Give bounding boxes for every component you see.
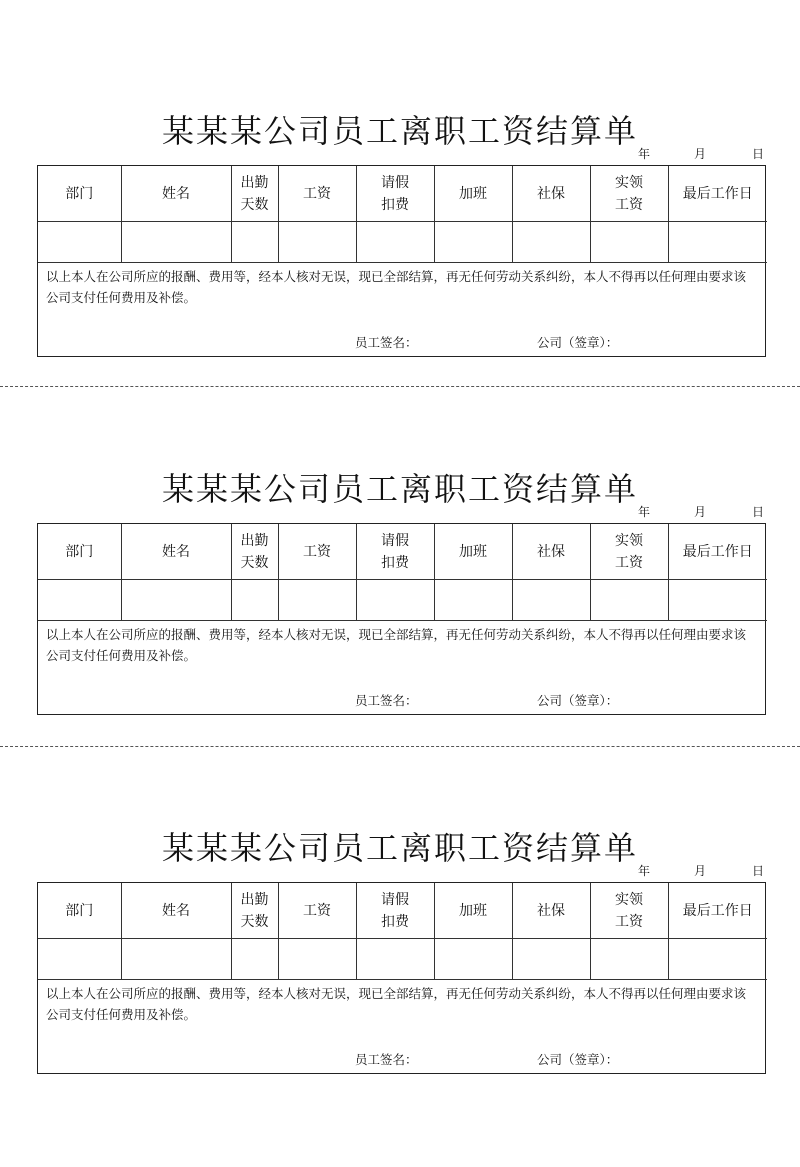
statement-text: 以上本人在公司所应的报酬、费用等，经本人核对无误，现已全部结算，再无任何劳动关系纠纷，本人不得再以任何理由要求该公司支付任何费用及补偿。 xyxy=(46,986,747,1022)
statement-area xyxy=(38,980,765,1075)
day-label: 日 xyxy=(752,864,765,878)
column-header: 社保 xyxy=(512,524,590,580)
company-signature-label[interactable]: 公司（签章）： xyxy=(537,693,619,708)
column-header: 请假 扣费 xyxy=(356,166,434,222)
statement-area xyxy=(38,621,765,716)
day-label: 日 xyxy=(752,505,765,519)
entry-cell-net-salary[interactable] xyxy=(590,939,668,980)
entry-cell-overtime[interactable] xyxy=(434,939,512,980)
entry-cell-leave-deduction[interactable] xyxy=(356,222,434,263)
entry-row xyxy=(38,580,767,621)
entry-cell-name[interactable] xyxy=(121,222,231,263)
settlement-form xyxy=(0,448,800,808)
entry-cell-social-insurance[interactable] xyxy=(512,939,590,980)
statement-text: 以上本人在公司所应的报酬、费用等，经本人核对无误，现已全部结算，再无任何劳动关系纠纷，本人不得再以任何理由要求该公司支付任何费用及补偿。 xyxy=(46,269,747,305)
column-header: 请假 扣费 xyxy=(356,524,434,580)
column-header: 工资 xyxy=(278,166,356,222)
column-header: 姓名 xyxy=(121,524,231,580)
column-header: 社保 xyxy=(512,883,590,939)
date-line xyxy=(620,863,770,879)
entry-cell-social-insurance[interactable] xyxy=(512,222,590,263)
statement-area xyxy=(38,263,765,358)
company-signature-label[interactable]: 公司（签章）： xyxy=(537,1052,619,1067)
column-header: 姓名 xyxy=(121,883,231,939)
column-header: 工资 xyxy=(278,883,356,939)
column-header: 最后工作日 xyxy=(668,883,767,939)
year-label: 年 xyxy=(638,864,651,878)
column-header: 最后工作日 xyxy=(668,524,767,580)
salary-table xyxy=(38,166,767,263)
date-line xyxy=(620,146,770,162)
form-box xyxy=(37,882,766,1074)
entry-cell-leave-deduction[interactable] xyxy=(356,939,434,980)
company-signature-label[interactable]: 公司（签章）： xyxy=(537,335,619,350)
column-header: 社保 xyxy=(512,166,590,222)
day-label: 日 xyxy=(752,147,765,161)
entry-cell-salary[interactable] xyxy=(278,580,356,621)
date-line xyxy=(620,504,770,520)
entry-cell-attendance-days[interactable] xyxy=(231,222,278,263)
entry-cell-last-workday[interactable] xyxy=(668,222,767,263)
entry-cell-department[interactable] xyxy=(38,222,121,263)
entry-cell-attendance-days[interactable] xyxy=(231,580,278,621)
employee-signature-label[interactable]: 员工签名： xyxy=(355,335,418,350)
settlement-form xyxy=(0,807,800,1167)
column-header: 出勤 天数 xyxy=(231,166,278,222)
salary-table xyxy=(38,524,767,621)
column-header: 姓名 xyxy=(121,166,231,222)
employee-signature-label[interactable]: 员工签名： xyxy=(355,1052,418,1067)
form-title: 某某某公司员工离职工资结算单 xyxy=(161,112,638,151)
entry-cell-net-salary[interactable] xyxy=(590,580,668,621)
column-header: 加班 xyxy=(434,166,512,222)
entry-row xyxy=(38,939,767,980)
form-box xyxy=(37,165,766,357)
column-header: 实领 工资 xyxy=(590,883,668,939)
entry-cell-overtime[interactable] xyxy=(434,222,512,263)
column-header: 出勤 天数 xyxy=(231,883,278,939)
column-header: 最后工作日 xyxy=(668,166,767,222)
year-label: 年 xyxy=(638,505,651,519)
entry-cell-last-workday[interactable] xyxy=(668,939,767,980)
statement-text: 以上本人在公司所应的报酬、费用等，经本人核对无误，现已全部结算，再无任何劳动关系纠纷，本人不得再以任何理由要求该公司支付任何费用及补偿。 xyxy=(46,627,747,663)
header-row xyxy=(38,524,767,580)
entry-cell-social-insurance[interactable] xyxy=(512,580,590,621)
entry-cell-name[interactable] xyxy=(121,580,231,621)
cut-line xyxy=(0,746,800,747)
month-label: 月 xyxy=(694,864,707,878)
form-title: 某某某公司员工离职工资结算单 xyxy=(161,829,638,868)
employee-signature-label[interactable]: 员工签名： xyxy=(355,693,418,708)
settlement-form xyxy=(0,90,800,450)
cut-line xyxy=(0,386,800,387)
entry-row xyxy=(38,222,767,263)
entry-cell-name[interactable] xyxy=(121,939,231,980)
column-header: 实领 工资 xyxy=(590,524,668,580)
entry-cell-salary[interactable] xyxy=(278,939,356,980)
column-header: 实领 工资 xyxy=(590,166,668,222)
column-header: 部门 xyxy=(38,166,121,222)
column-header: 请假 扣费 xyxy=(356,883,434,939)
year-label: 年 xyxy=(638,147,651,161)
entry-cell-overtime[interactable] xyxy=(434,580,512,621)
entry-cell-attendance-days[interactable] xyxy=(231,939,278,980)
month-label: 月 xyxy=(694,505,707,519)
entry-cell-leave-deduction[interactable] xyxy=(356,580,434,621)
column-header: 部门 xyxy=(38,883,121,939)
column-header: 加班 xyxy=(434,524,512,580)
salary-table xyxy=(38,883,767,980)
column-header: 出勤 天数 xyxy=(231,524,278,580)
entry-cell-salary[interactable] xyxy=(278,222,356,263)
form-title: 某某某公司员工离职工资结算单 xyxy=(161,470,638,509)
column-header: 工资 xyxy=(278,524,356,580)
entry-cell-department[interactable] xyxy=(38,939,121,980)
column-header: 加班 xyxy=(434,883,512,939)
month-label: 月 xyxy=(694,147,707,161)
form-box xyxy=(37,523,766,715)
header-row xyxy=(38,883,767,939)
entry-cell-net-salary[interactable] xyxy=(590,222,668,263)
entry-cell-last-workday[interactable] xyxy=(668,580,767,621)
header-row xyxy=(38,166,767,222)
column-header: 部门 xyxy=(38,524,121,580)
entry-cell-department[interactable] xyxy=(38,580,121,621)
